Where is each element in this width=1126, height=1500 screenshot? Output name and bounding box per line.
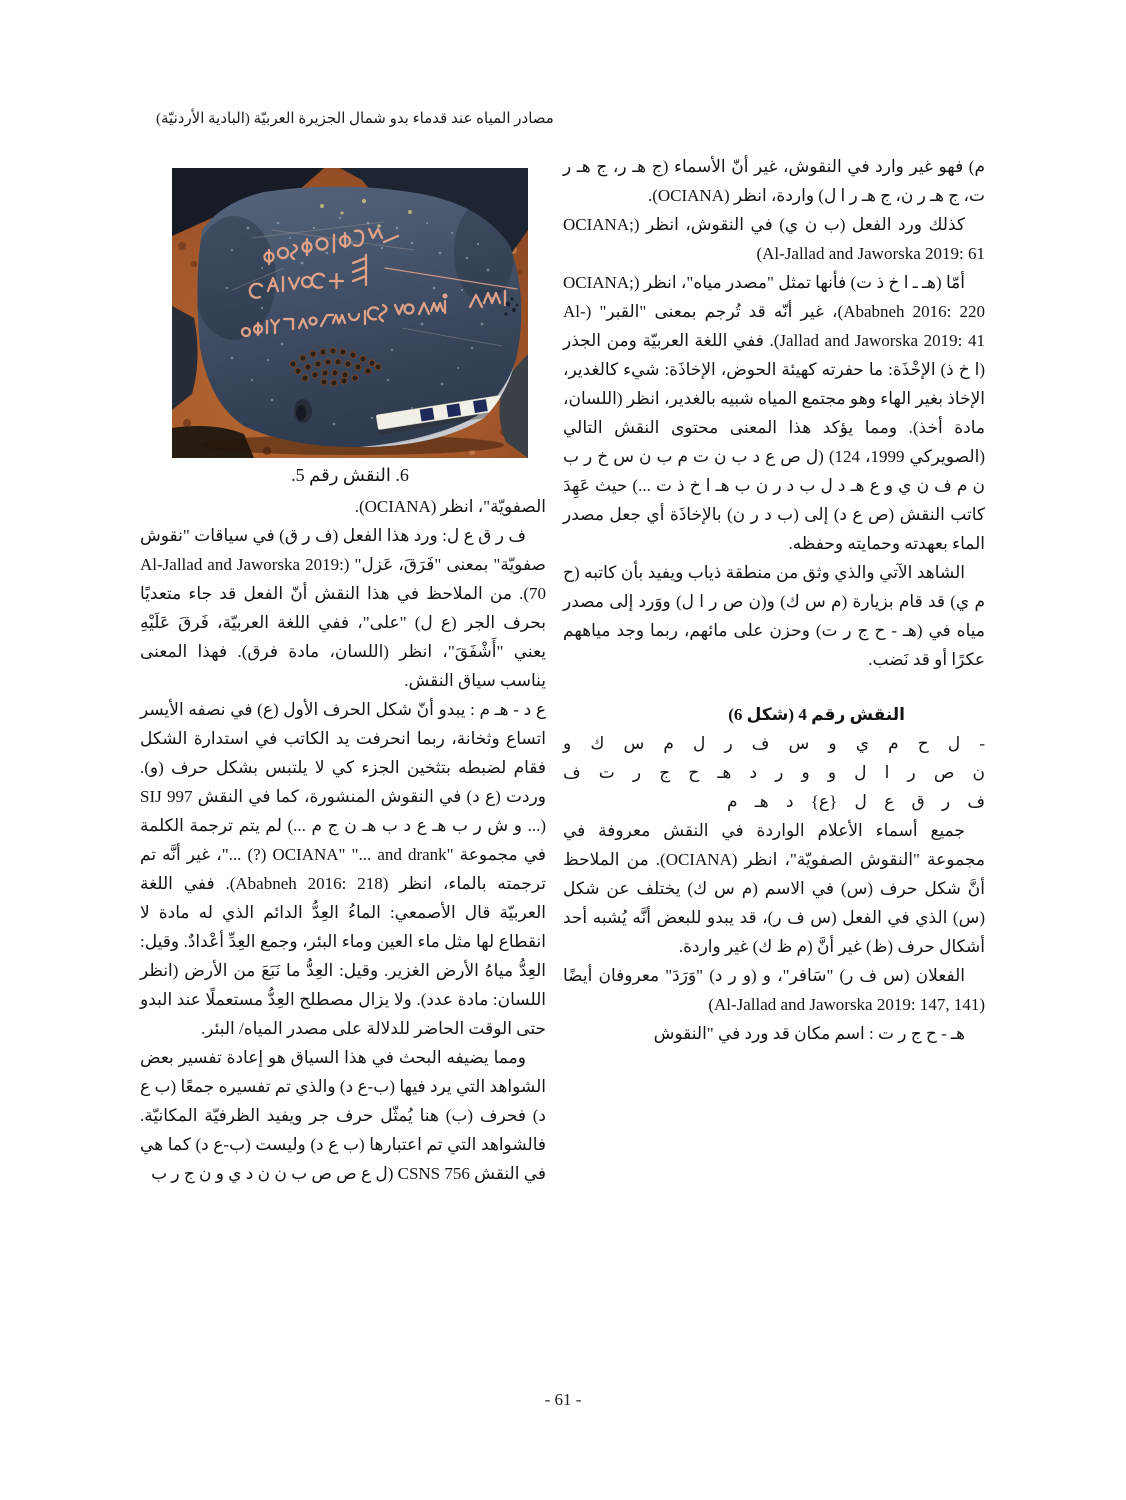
- right-paragraph-verbs: الفعلان (س ف ر) "سَافر"، و (و ر د) "وَرَدَ" معروفان أيضًا (Al-Jallad and Jaworska 2019: 147, 141): [563, 966, 985, 1014]
- right-paragraph-hjrt: هـ - ح ج ر ت : اسم مكان قد ورد في "النقوش: [653, 1024, 965, 1043]
- right-paragraph-witness: الشاهد الآتي والذي وثق من منطقة ذياب ويفيد بأن كاتبه (ح م ي) قد قام بزيارة (م س ك) و(ن ص ر ا ل) ووَرد إلى مصدر مياه في (هـ - ح ج ر ت) وحزن على مائهم، ربما وجد مياههم عكرًا أو قد نَضب.: [563, 563, 985, 669]
- left-column: [140, 168, 546, 1188]
- right-paragraph-continuation: م) فهو غير وارد في النقوش، غير أنّ الأسماء (ج هـ ر، ج هـ ر ت، ج هـ ر ن، ج هـ ر ا ل) واردة، انظر (OCIANA).: [563, 157, 985, 205]
- left-paragraph-continuation: الصفويّة"، انظر (OCIANA).: [354, 497, 546, 516]
- inscription-transliteration: - ل ح م ي و س ف ر ل م س ك و ن ص ر ا ل و و ر د هـ ح ج ر ت ف ف ر ق ع ل {ع} د هـ م: [563, 734, 985, 811]
- right-paragraph-akhdht: أمّا (هـ ـ ا خ ذ ت) فأنها تمثل "مصدر مياه"، انظر (OCIANA; Ababneh 2016: 220)، غير أنّه قد تُرجم بمعنى "القبر" (Al-Jallad and Jaworska 2019: 41). ففي اللغة العربيّة ومن الجذر (ا خ ذ) الإخْذَة: ما حفرته كهيئة الحوض، الإخاذَة: شيء كالغدير، الإخاذ بغير الهاء وهو مجتمع المياه شبيه بالغدير، انظر (اللسان، مادة أخذ). ومما يؤكد هذا المعنى محتوى النقش التالي (الصويركي 1999، 124) (ل ص ع د ب ن ت م ب ن س خ ر ب ن م ف ن ي و ع هـ د ل ب د ر ن ب هـ ا خ ذ ت ...) حيث عَهِدَ كاتب النقش (ص ع د) إلى (ب د ر ن) بالإخاذَة أي جعل مصدر الماء بعهدته وحمايته وحفظه.: [563, 273, 986, 553]
- inscription-photo: [172, 168, 528, 458]
- figure-reference: (شكل 6): [728, 705, 795, 724]
- inscription-heading: [563, 700, 905, 729]
- page-number: - 61 -: [544, 1390, 582, 1409]
- left-paragraph-frq: ف ر ق ع ل: ورد هذا الفعل (ف ر ق) في سياقات "نقوش صفويّة" بمعنى "فَرَقَ، عَزل" (Al-Jallad and Jaworska 2019: 70). من الملاحظ في هذا النقش أنّ الفعل قد جاء متعديًا بحرف الجر (ع ل) "على"، ففي اللغة العربيّة، فَرقَ عَلَيْهِ يعني "أَشْفَقَ"، انظر (اللسان، مادة فرق). فهذا المعنى يناسب سياق النقش.: [140, 526, 546, 690]
- figure-inscription-photo: [172, 168, 528, 488]
- right-paragraph-bny: كذلك ورد الفعل (ب ن ي) في النقوش، انظر (OCIANA; Al-Jallad and Jaworska 2019: 61): [563, 215, 985, 263]
- right-paragraph-names: جميع أسماء الأعلام الواردة في النقش معروفة في مجموعة "النقوش الصفويّة"، انظر (OCIANA). من الملاحظ أنَّ شكل حرف (س) في الاسم (م س ك) يختلف عن شكل (س) الذي في الفعل (س ف ر)، قد يبدو للبعض أنَّه يُشبه أحد أشكال حرف (ظ) غير أنَّ (م ظ ك) غير واردة.: [563, 821, 985, 956]
- running-head: مصادر المياه عند قدماء بدو شمال الجزيرة العربيّة (البادية الأردنيّة): [156, 111, 554, 127]
- figure-caption: 6. النقش رقم 5.: [291, 465, 409, 485]
- inscription-heading-text: النقش رقم 4: [794, 705, 905, 724]
- right-column: [563, 152, 985, 1048]
- left-paragraph-bad: ومما يضيفه البحث في هذا السياق هو إعادة تفسير بعض الشواهد التي يرد فيها (ب-ع د) والذي تم تفسيره جمعًا (ب ع د) فحرف (ب) هنا يُمثّل حرف جر ويفيد الظرفيّة المكانيّة. فالشواهد التي تم اعتبارها (ب ع د) وليست (ب-ع د) كما هي في النقش CSNS 756 (ل ع ص ص ب ن ن د ي و ن ج ر ب: [140, 1048, 546, 1183]
- left-paragraph-adhm: ع د - هـ م : يبدو أنّ شكل الحرف الأول (ع) في نصفه الأيسر اتساع وثخانة، ربما انحرفت يد الكاتب في استدارة الشكل فقام لضبطه بتثخين الجزء كي لا يلتبس بشكل حرف (و). وردت (ع د) في النقوش المنشورة، كما في النقش SIJ 997 (... و ش ر ب هـ ع د ب هـ ن ج م ...) لم يتم ترجمة الكلمة في مجموعة "OCIANA" "... and drank (?) ..."، غير أنَّه تم ترجمته بالماء، انظر (Ababneh 2016: 218). ففي اللغة العربيّة قال الأصمعي: الماءُ العِدُّ الدائم الذي له مادة لا انقطاع لها مثل ماء العين وماء البئر، وجمع العِدِّ أعْدادٌ. وقيل: العِدُّ مياهُ الأرض الغزير. وقيل: العِدُّ ما نَبَعَ من الأرض (انظر اللسان: مادة عدد). ولا يزال مصطلح العِدُّ مستعملًا عند البدو حتى الوقت الحاضر للدلالة على مصدر المياه/ البئر.: [140, 700, 547, 1038]
